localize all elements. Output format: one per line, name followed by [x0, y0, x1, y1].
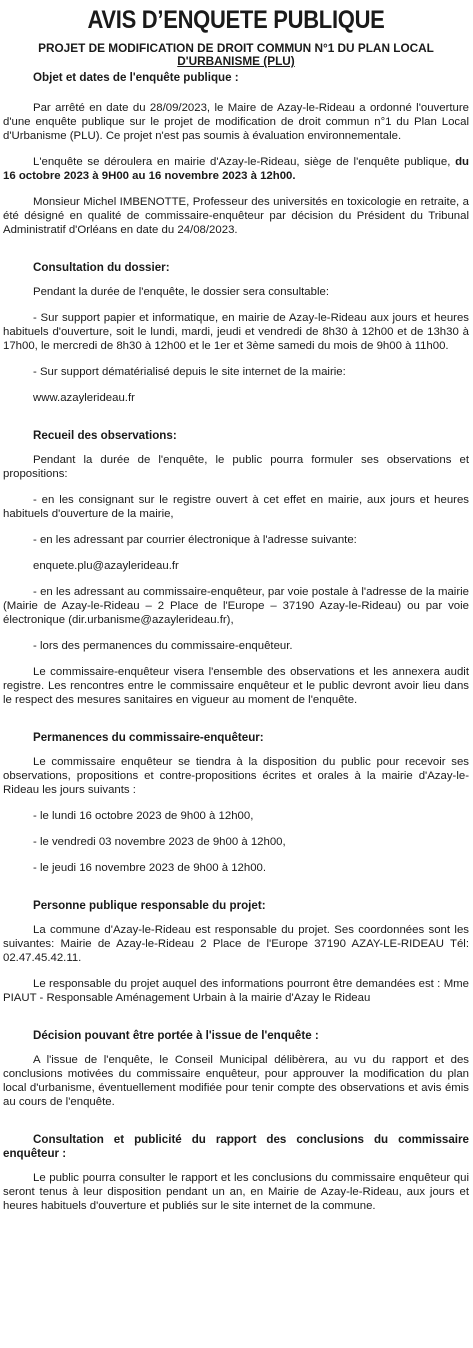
paragraph: Le commissaire enquêteur se tiendra à la disposition du public pour recevoir ses observations, propositions et contre-propositions écrites et orales à la mairie d'Azay-le-Rideau les jours suivants : — [3, 756, 469, 796]
section-permanences — [3, 719, 469, 875]
paragraph: Le commissaire-enquêteur visera l'ensemble des observations et les annexera audit registre. Les rencontres entre le commissaire enquêteur et le public devront avoir lieu dans le respect des mesures sanitaires en vigueur au moment de l'enquête. — [3, 666, 469, 706]
notice-subtitle — [3, 42, 469, 68]
section-heading-objet: Objet et dates de l'enquête publique : — [33, 71, 239, 84]
paragraph-dates — [3, 155, 469, 183]
section-heading-decision: Décision pouvant être portée à l'issue de l'enquête : — [33, 1029, 319, 1042]
subtitle-line-1: PROJET DE MODIFICATION DE DROIT COMMUN N°1 DU PLAN LOCAL — [38, 41, 434, 55]
notice-title: AVIS D’ENQUETE PUBLIQUE — [87, 5, 385, 34]
paragraph: - en les adressant au commissaire-enquêteur, par voie postale à l'adresse de la mairie (Mairie de Azay-le-Rideau – 2 Place de l'Europe – 37190 Azay-le-Rideau) ou par voie électronique (dir.urbanisme@azaylerideau.fr), — [3, 586, 469, 626]
section-decision — [3, 1017, 469, 1109]
paragraph: La commune d'Azay-le-Rideau est responsable du projet. Ses coordonnées sont les suivantes: Mairie de Azay-le-Rideau 2 Place de l'Europe 37190 AZAY-LE-RIDEAU Tél: 02.47.45.42.11. — [3, 924, 469, 964]
section-consultation — [3, 249, 469, 405]
paragraph: - en les adressant par courrier électronique à l'adresse suivante: — [33, 534, 357, 546]
subtitle-line-2: D'URBANISME (PLU) — [177, 54, 295, 68]
paragraph: - en les consignant sur le registre ouvert à cet effet en mairie, aux jours et heures habituels d'ouverture de la mairie, — [3, 494, 469, 520]
paragraph-text: L'enquête se déroulera en mairie d'Azay-le-Rideau, siège de l'enquête publique, — [33, 156, 456, 168]
paragraph: Pendant la durée de l'enquête, le public pourra formuler ses observations et propositions: — [3, 454, 469, 480]
email-link[interactable]: enquete.plu@azaylerideau.fr — [33, 560, 179, 572]
section-observations — [3, 417, 469, 707]
paragraph: Le public pourra consulter le rapport et les conclusions du commissaire enquêteur qui seront tenus à leur disposition pendant un an, en Mairie de Azay-le-Rideau, aux jours et heures habituels d'ouverture et publiés sur le site internet de la commune. — [3, 1172, 469, 1212]
section-heading-rapport: Consultation et publicité du rapport des conclusions du commissaire enquêteur : — [3, 1133, 469, 1160]
section-heading-observations: Recueil des observations: — [33, 429, 177, 442]
paragraph: Monsieur Michel IMBENOTTE, Professeur des universités en toxicologie en retraite, a été désigné en qualité de commissaire-enquêteur par décision du Président du Tribunal Administratif d'Orléans en date du 24/08/2023. — [3, 196, 469, 236]
section-rapport — [3, 1121, 469, 1213]
paragraph: - Sur support dématérialisé depuis le site internet de la mairie: — [33, 366, 346, 378]
dates-bold-text: du 16 octobre 2023 à 9H00 au 16 novembre 2023 à 12h00. — [3, 156, 469, 182]
paragraph: Le responsable du projet auquel des informations pourront être demandées est : Mme PIAUT - Responsable Aménagement Urbain à la mairie d'Azay le Rideau — [3, 978, 469, 1004]
paragraph: Par arrêté en date du 28/09/2023, le Maire de Azay-le-Rideau a ordonné l'ouverture d'une enquête publique sur le projet de modification de droit commun n°1 du Plan Local d'Urbanisme (PLU). Ce projet n'est pas soumis à évaluation environnementale. — [3, 102, 469, 142]
paragraph: - Sur support papier et informatique, en mairie de Azay-le-Rideau aux jours et heures habituels d'ouverture, soit le lundi, mardi, jeudi et vendredi de 8h30 à 12h00 et de 13h30 à 17h00, le mercredi de 8h30 à 12h00 et le 1er et 3ème samedi du mois de 9h00 à 11h00. — [3, 312, 469, 352]
paragraph: Pendant la durée de l'enquête, le dossier sera consultable: — [33, 286, 330, 298]
website-link[interactable]: www.azaylerideau.fr — [33, 392, 135, 404]
paragraph: - lors des permanences du commissaire-enquêteur. — [33, 640, 293, 652]
list-item: - le vendredi 03 novembre 2023 de 9h00 à 12h00, — [33, 836, 286, 848]
paragraph: A l'issue de l'enquête, le Conseil Municipal délibèrera, au vu du rapport et des conclusions motivées du commissaire enquêteur, pour approuver la modification du plan local d'urbanisme, éventuellement modifiée pour tenir compte des observations et avis émis au cours de l'enquête. — [3, 1054, 469, 1108]
section-responsable — [3, 887, 469, 1005]
section-heading-responsable: Personne publique responsable du projet: — [33, 899, 266, 912]
list-item: - le jeudi 16 novembre 2023 de 9h00 à 12h00. — [33, 862, 267, 874]
list-item: - le lundi 16 octobre 2023 de 9h00 à 12h00, — [33, 810, 254, 822]
section-heading-permanences: Permanences du commissaire-enquêteur: — [33, 731, 264, 744]
section-heading-consultation: Consultation du dossier: — [33, 261, 170, 274]
